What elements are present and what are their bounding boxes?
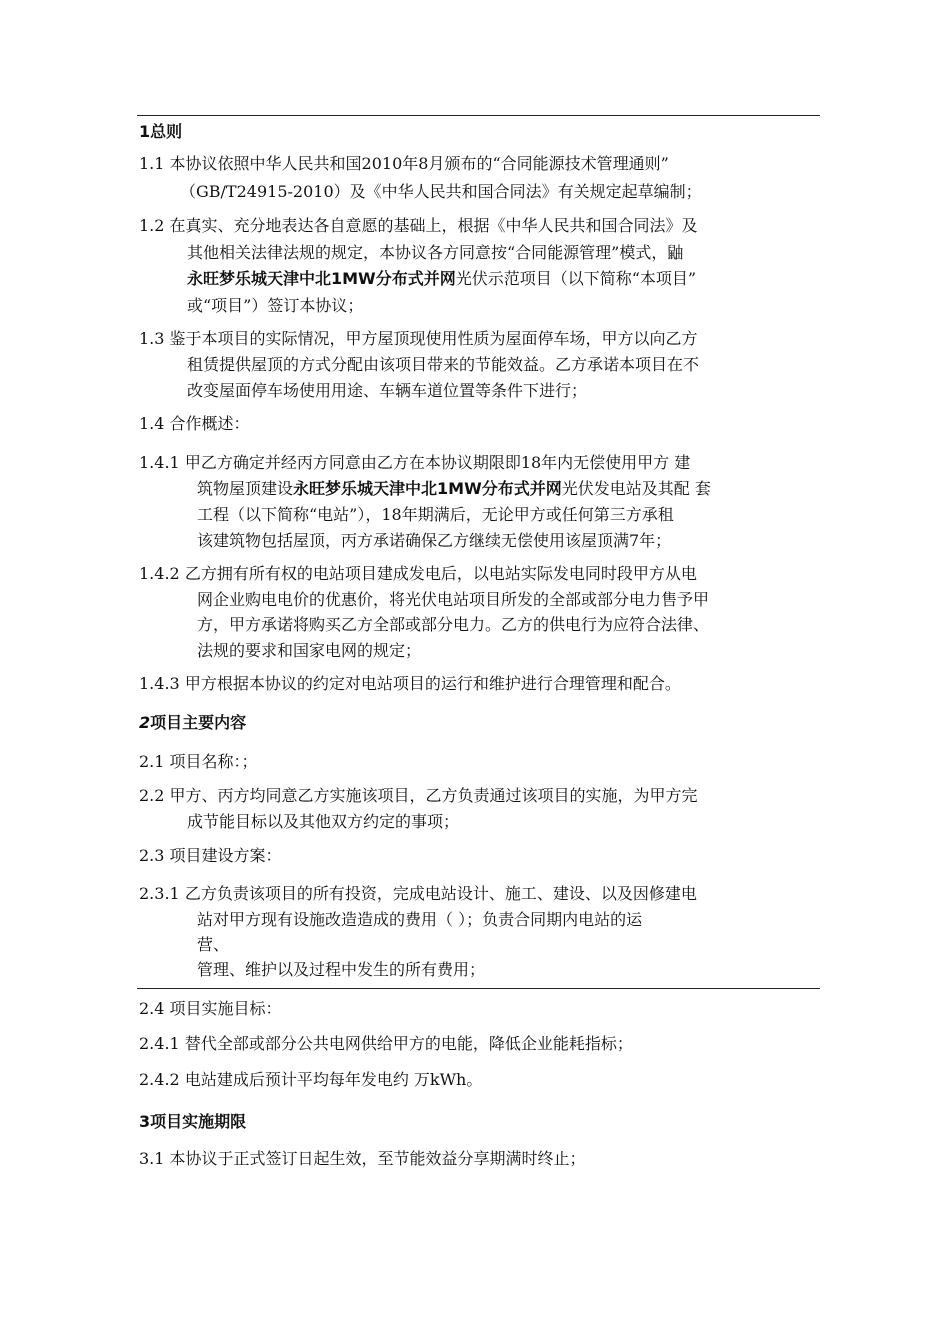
clause-2-3-1-line-2: 站对甲方现有设施改造造成的费用（ ）；负责合同期内电站的运 xyxy=(197,910,643,929)
clause-1-1-line-1 xyxy=(139,153,669,175)
clause-1-4-2-line-2: 网企业购电电价的优惠价，将光伏电站项目所发的全部或部分电力售予甲 xyxy=(197,590,710,609)
clause-number: 2.4.2 xyxy=(139,1070,180,1089)
section-title: 项目主要内容 xyxy=(150,713,247,732)
clause-number: 2.2 xyxy=(139,786,165,805)
clause-1-4-1-line-2 xyxy=(197,478,711,500)
clause-number: 2.4 xyxy=(139,999,165,1018)
clause-1-4-2-line-3: 方，甲方承诺将购买乙方全部或部分电力。乙方的供电行为应符合法律、 xyxy=(197,615,710,634)
clause-number: 3.1 xyxy=(139,1149,165,1168)
project-name: 永旺梦乐城天津中北1MW分布式并网 xyxy=(293,479,562,498)
clause-2-2-line-1 xyxy=(139,785,698,807)
clause-1-4-line-1 xyxy=(139,413,250,435)
clause-text: 项目名称：； xyxy=(169,752,258,771)
clause-text: 甲方、丙方均同意乙方实施该项目，乙方负责通过该项目的实施，为甲方完 xyxy=(169,786,698,805)
clause-2-4-line-1 xyxy=(139,998,282,1020)
clause-2-1-line-1 xyxy=(139,751,258,773)
clause-number: 1.3 xyxy=(139,329,165,348)
clause-1-3-line-3: 改变屋面停车场使用用途、车辆车道位置等条件下进行； xyxy=(187,381,588,400)
top-rule xyxy=(137,115,820,116)
clause-text: 项目实施目标： xyxy=(169,999,282,1018)
clause-1-2-line-2: 其他相关法律法规的规定，本协议各方同意按“合同能源管理”模式，鼬 xyxy=(187,243,684,262)
clause-2-3-1-line-1 xyxy=(139,883,697,905)
clause-3-1-line-1 xyxy=(139,1148,586,1170)
clause-2-3-line-1 xyxy=(139,845,282,867)
clause-number: 1.4 xyxy=(139,414,165,433)
clause-text: 光伏示范项目（以下简称“本项目” xyxy=(455,269,697,288)
clause-text: 电站建成后预计平均每年发电约 万kWh。 xyxy=(184,1070,483,1089)
clause-1-4-1-line-4: 该建筑物包括屋顶，丙方承诺确保乙方继续无偿使用该屋顶满7年； xyxy=(197,531,672,550)
clause-number: 2.3.1 xyxy=(139,884,180,903)
clause-1-1-line-2: （GB/T24915-2010）及《中华人民共和国合同法》有关规定起草编制； xyxy=(180,182,702,201)
clause-text: 甲方根据本协议的约定对电站项目的运行和维护进行合理管理和配合。 xyxy=(184,674,681,693)
clause-text: 本协议于正式签订日起生效，至节能效益分享期满时终止； xyxy=(169,1149,586,1168)
section-1-heading: 1总则 xyxy=(139,122,183,141)
clause-number: 2.1 xyxy=(139,752,165,771)
clause-1-2-line-4: 或“项目”）签订本协议； xyxy=(187,296,364,315)
page-break-rule xyxy=(137,988,820,989)
clause-2-3-1-line-3: 营、 xyxy=(197,935,230,954)
clause-1-4-1-line-3: 工程（以下简称“电站”），18年期满后，无论甲方或任何第三方承租 xyxy=(197,505,674,524)
section-3-heading: 3项目实施期限 xyxy=(139,1112,247,1131)
clause-1-4-2-line-1 xyxy=(139,563,697,585)
clause-number: 1.1 xyxy=(139,154,165,173)
clause-1-4-1-line-1 xyxy=(139,452,690,474)
clause-2-2-line-2: 成节能目标以及其他双方约定的事项； xyxy=(187,812,460,831)
clause-text: 替代全部或部分公共电网供给甲方的电能，降低企业能耗指标； xyxy=(184,1034,633,1053)
clause-2-3-1-line-4: 管理、维护以及过程中发生的所有费用； xyxy=(197,960,486,979)
clause-text: 项目建设方案： xyxy=(169,846,282,865)
clause-1-4-3-line-1 xyxy=(139,673,681,695)
clause-1-2-line-1 xyxy=(139,215,698,237)
clause-text: 本协议依照中华人民共和国2010年8月颁布的“合同能源技术管理通则” xyxy=(169,154,669,173)
clause-text: 乙方拥有所有权的电站项目建成发电后，以电站实际发电同时段甲方从电 xyxy=(184,564,697,583)
clause-1-3-line-2: 租赁提供屋顶的方式分配由该项目带来的节能效益。乙方承诺本项目在不 xyxy=(187,355,700,374)
clause-number: 1.2 xyxy=(139,216,165,235)
clause-text: 合作概述： xyxy=(169,414,250,433)
clause-text: 鉴于本项目的实际情况，甲方屋顶现使用性质为屋面停车场，甲方以向乙方 xyxy=(169,329,698,348)
clause-1-4-2-line-4: 法规的要求和国家电网的规定； xyxy=(197,641,422,660)
clause-number: 2.4.1 xyxy=(139,1034,180,1053)
clause-text: 筑物屋顶建设 xyxy=(197,479,294,498)
clause-number: 1.4.1 xyxy=(139,453,180,472)
section-2-heading xyxy=(139,712,246,734)
clause-number: 1.4.3 xyxy=(139,674,180,693)
section-number: 2 xyxy=(139,713,151,732)
clause-1-2-line-3 xyxy=(187,268,696,290)
clause-text: 在真实、充分地表达各自意愿的基础上，根据《中华人民共和国合同法》及 xyxy=(169,216,698,235)
project-name: 永旺梦乐城天津中北1MW分布式并网 xyxy=(187,269,456,288)
clause-number: 1.4.2 xyxy=(139,564,180,583)
clause-2-4-1-line-1 xyxy=(139,1033,633,1055)
clause-1-3-line-1 xyxy=(139,328,698,350)
clause-2-4-2-line-1 xyxy=(139,1069,482,1091)
clause-text: 甲乙方确定并经丙方同意由乙方在本协议期限即18年内无偿使用甲方 建 xyxy=(184,453,691,472)
clause-text: 乙方负责该项目的所有投资，完成电站设计、施工、建设、以及因修建电 xyxy=(184,884,697,903)
clause-number: 2.3 xyxy=(139,846,165,865)
clause-text: 光伏发电站及其配 套 xyxy=(561,479,711,498)
